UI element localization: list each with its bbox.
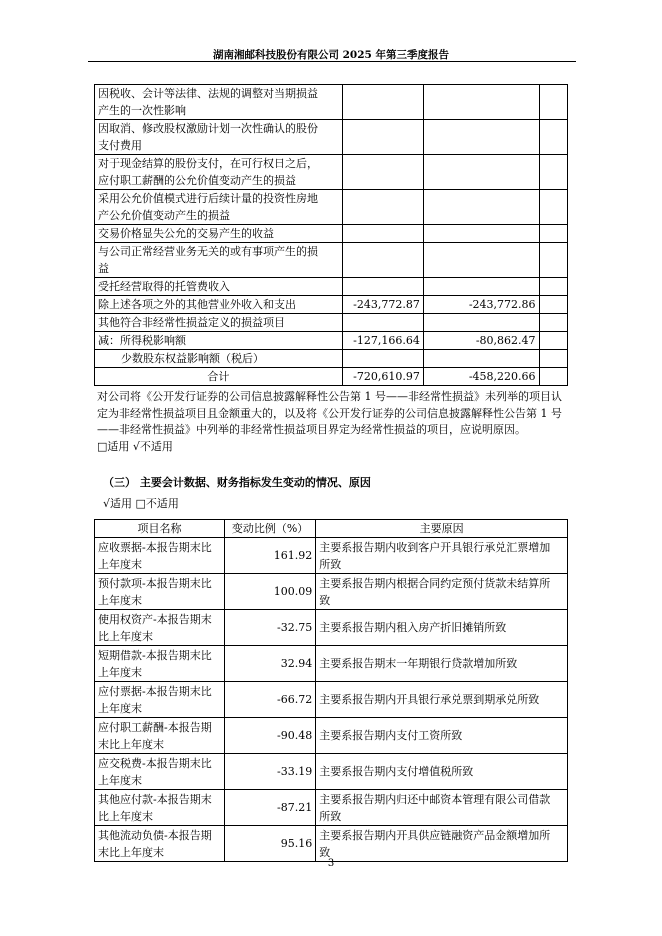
item-cell <box>95 190 343 225</box>
year-to-date-cell <box>423 243 539 278</box>
table-row <box>95 368 568 386</box>
year-to-date-cell: -243,772.86 <box>423 296 539 314</box>
item-cell <box>95 296 343 314</box>
section-title: （三） 主要会计数据、财务指标发生变动的情况、原因 <box>103 476 371 489</box>
reason-cell <box>316 610 568 646</box>
current-period-cell <box>342 243 423 278</box>
reason-line: 致 <box>319 845 331 859</box>
name-line: 上年度末 <box>98 773 142 787</box>
current-period-cell <box>342 314 423 332</box>
reason-line: 所致 <box>319 809 342 823</box>
note-cell <box>539 85 567 120</box>
reason-line: 主要系报告期内归还中邮资本管理有限公司借款 <box>319 792 551 806</box>
current-period-cell <box>342 225 423 243</box>
name-line: 短期借款-本报告期末比 <box>98 648 212 662</box>
reason-cell <box>316 682 568 718</box>
note-cell <box>539 190 567 225</box>
table-row <box>95 826 568 862</box>
note-cell <box>539 350 567 368</box>
item-cell <box>95 155 343 190</box>
item-line: 益 <box>98 262 109 275</box>
item-line: 对于现金结算的股份支付，在可行权日之后， <box>98 157 318 170</box>
item-name-cell <box>95 790 225 826</box>
name-line: 上年度末 <box>98 593 142 607</box>
current-period-cell: -243,772.87 <box>342 296 423 314</box>
item-cell <box>95 120 343 155</box>
note-cell <box>539 120 567 155</box>
year-to-date-cell <box>423 350 539 368</box>
table-row <box>95 332 568 350</box>
note-cell <box>539 296 567 314</box>
header-divider <box>88 61 576 62</box>
note-cell <box>539 332 567 350</box>
item-name-cell <box>95 646 225 682</box>
change-ratio-cell: -87.21 <box>224 790 315 826</box>
current-period-cell <box>342 155 423 190</box>
reason-line: 主要系报告期内开具银行承兑票到期承兑所致 <box>319 693 540 706</box>
item-name-cell <box>95 826 225 862</box>
item-line: 除上述各项之外的其他营业外收入和支出 <box>98 298 296 311</box>
note-cell <box>539 225 567 243</box>
name-line: 比上年度末 <box>98 809 153 823</box>
table-row <box>95 646 568 682</box>
reason-cell <box>316 826 568 862</box>
change-ratio-cell: -66.72 <box>224 682 315 718</box>
current-period-cell: -127,166.64 <box>342 332 423 350</box>
table-row <box>95 754 568 790</box>
change-ratio-cell: -90.48 <box>224 718 315 754</box>
reason-line: 所致 <box>319 557 342 571</box>
table-row <box>95 85 568 120</box>
item-line: 因取消、修改股权激励计划一次性确认的股份 <box>98 122 318 135</box>
change-ratio-cell: -32.75 <box>224 610 315 646</box>
reason-cell <box>316 574 568 610</box>
year-to-date-cell: -458,220.66 <box>423 368 539 386</box>
table-row <box>95 538 568 574</box>
item-line: 合计 <box>207 370 230 383</box>
name-line: 其他应付款-本报告期末 <box>98 792 212 806</box>
column-header: 项目名称 <box>95 520 225 538</box>
name-line: 应付票据-本报告期末比 <box>98 684 212 698</box>
reason-cell <box>316 718 568 754</box>
reason-line: 主要系报告期末一年期银行贷款增加所致 <box>319 657 518 670</box>
item-name-cell <box>95 718 225 754</box>
name-line: 其他流动负债-本报告期 <box>98 828 212 842</box>
name-line: 比上年度末 <box>98 629 153 643</box>
item-line: 与公司正常经营业务无关的或有事项产生的损 <box>98 245 318 258</box>
item-cell <box>95 85 343 120</box>
table-row <box>95 790 568 826</box>
item-line: 其他符合非经常性损益定义的损益项目 <box>98 316 285 329</box>
note-cell <box>539 314 567 332</box>
current-period-cell: -720,610.97 <box>342 368 423 386</box>
table-row <box>95 574 568 610</box>
page-header: 湖南湘邮科技股份有限公司 2025 年第三季度报告 <box>212 49 450 61</box>
year-to-date-cell <box>423 190 539 225</box>
reason-line: 主要系报告期内支付增值税所致 <box>319 765 474 778</box>
table-row <box>95 314 568 332</box>
current-period-cell <box>342 350 423 368</box>
name-line: 应收票据-本报告期末比 <box>98 540 212 554</box>
name-line: 应付职工薪酬-本报告期 <box>98 720 212 734</box>
name-line: 上年度末 <box>98 701 142 715</box>
item-cell <box>95 332 343 350</box>
current-period-cell <box>342 85 423 120</box>
table-row <box>95 243 568 278</box>
name-line: 上年度末 <box>98 557 142 571</box>
note-cell <box>539 278 567 296</box>
change-ratio-cell: 32.94 <box>224 646 315 682</box>
year-to-date-cell <box>423 120 539 155</box>
note-paragraph <box>97 389 577 455</box>
item-name-cell <box>95 574 225 610</box>
table-row <box>95 350 568 368</box>
name-line: 应交税费-本报告期末比 <box>98 756 212 770</box>
year-to-date-cell <box>423 278 539 296</box>
note-cell <box>539 243 567 278</box>
item-line: 受托经营取得的托管费收入 <box>98 280 230 293</box>
reason-line: 主要系报告期内支付工资所致 <box>319 729 463 742</box>
item-line: 采用公允价值模式进行后续计量的投资性房地 <box>98 192 318 205</box>
indicator-change-table <box>94 519 568 862</box>
change-ratio-cell: 161.92 <box>224 538 315 574</box>
applicability-note: □适用 √不适用 <box>97 439 173 453</box>
item-cell <box>95 225 343 243</box>
note-line: ——非经常性损益》中列举的非经常性损益项目界定为经常性损益的项目，应说明原因。 <box>97 423 526 436</box>
table-row <box>95 610 568 646</box>
item-line: 减：所得税影响额 <box>98 334 186 347</box>
reason-line: 主要系报告期内根据合同约定预付货款未结算所 <box>319 576 551 590</box>
year-to-date-cell <box>423 225 539 243</box>
current-period-cell <box>342 120 423 155</box>
note-line: 定为非经常性损益项目且金额重大的，以及将《公开发行证券的公司信息披露解释性公告第 1 号 <box>97 406 562 420</box>
change-ratio-cell: 95.16 <box>224 826 315 862</box>
note-cell <box>539 155 567 190</box>
name-line: 预付款项-本报告期末比 <box>98 576 212 590</box>
non-recurring-gains-table <box>94 84 568 386</box>
note-cell <box>539 368 567 386</box>
reason-cell <box>316 646 568 682</box>
item-cell <box>95 243 343 278</box>
item-line: 交易价格显失公允的交易产生的收益 <box>98 227 274 240</box>
item-cell <box>95 278 343 296</box>
current-period-cell <box>342 190 423 225</box>
note-line: 对公司将《公开发行证券的公司信息披露解释性公告第 1 号——非经常性损益》未列举的项目认 <box>97 390 562 403</box>
name-line: 末比上年度末 <box>98 737 164 751</box>
table-row <box>95 718 568 754</box>
table-row <box>95 296 568 314</box>
year-to-date-cell: -80,862.47 <box>423 332 539 350</box>
column-header: 主要原因 <box>316 520 568 538</box>
table-row <box>95 190 568 225</box>
table-row <box>95 225 568 243</box>
item-name-cell <box>95 538 225 574</box>
item-line: 支付费用 <box>98 139 142 152</box>
item-cell <box>95 368 343 386</box>
change-ratio-cell: -33.19 <box>224 754 315 790</box>
reason-cell <box>316 538 568 574</box>
item-name-cell <box>95 610 225 646</box>
year-to-date-cell <box>423 314 539 332</box>
reason-cell <box>316 754 568 790</box>
reason-line: 主要系报告期内开具供应链融资产品金额增加所 <box>319 828 551 842</box>
name-line: 末比上年度末 <box>98 845 164 859</box>
item-name-cell <box>95 754 225 790</box>
item-line: 少数股东权益影响额（税后） <box>121 352 264 365</box>
reason-line: 主要系报告期内收到客户开具银行承兑汇票增加 <box>319 540 551 554</box>
name-line: 上年度末 <box>98 665 142 679</box>
item-cell <box>95 314 343 332</box>
name-line: 使用权资产-本报告期末 <box>98 612 212 626</box>
reason-line: 致 <box>319 593 331 607</box>
reason-line: 主要系报告期内租入房产折旧摊销所致 <box>319 621 507 634</box>
column-header: 变动比例（%） <box>224 520 315 538</box>
table-header-row <box>95 520 568 538</box>
item-line: 因税收、会计等法律、法规的调整对当期损益 <box>98 87 318 100</box>
reason-cell <box>316 790 568 826</box>
item-line: 产生的一次性影响 <box>98 104 186 117</box>
table-row <box>95 120 568 155</box>
item-line: 应付职工薪酬的公允价值变动产生的损益 <box>98 174 296 187</box>
table-row <box>95 278 568 296</box>
year-to-date-cell <box>423 155 539 190</box>
current-period-cell <box>342 278 423 296</box>
table-row <box>95 155 568 190</box>
applicability-section3: √适用 □不适用 <box>103 497 179 510</box>
item-cell <box>95 350 343 368</box>
item-line: 产公允价值变动产生的损益 <box>98 209 230 222</box>
year-to-date-cell <box>423 85 539 120</box>
page-number: 3 <box>327 858 335 869</box>
table-row <box>95 682 568 718</box>
item-name-cell <box>95 682 225 718</box>
change-ratio-cell: 100.09 <box>224 574 315 610</box>
